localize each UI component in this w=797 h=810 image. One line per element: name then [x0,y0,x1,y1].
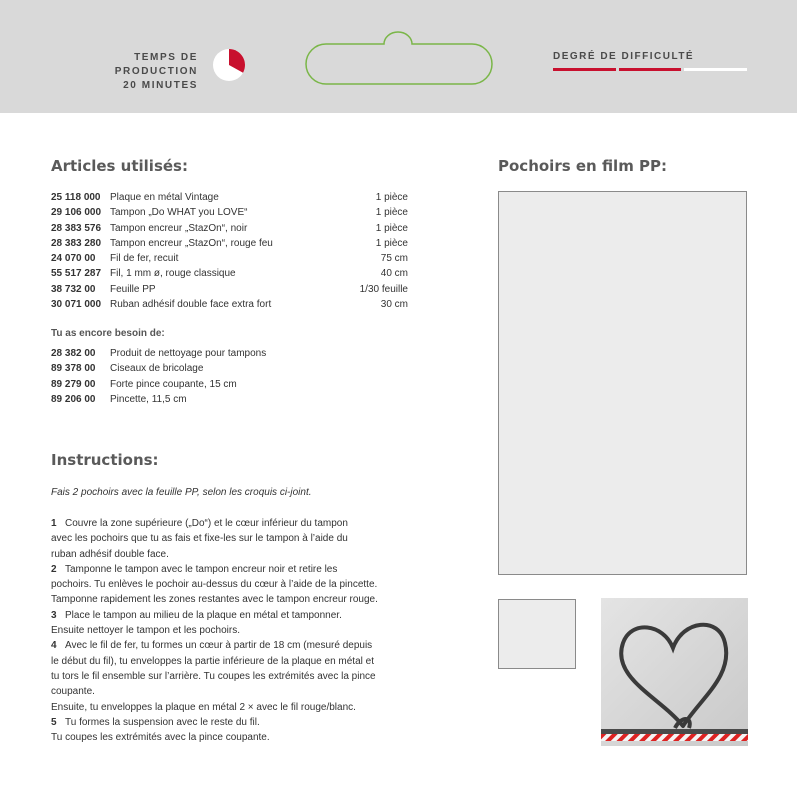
material-row [51,236,408,251]
stencil-template-small [498,599,576,669]
also-needed-article: 89 206 00 [51,393,96,405]
step-text: ruban adhésif double face. [51,548,169,560]
step-text: Tu coupes les extrémités avec la pince coupante. [51,732,270,744]
material-article: 55 517 287 [51,268,102,280]
instruction-line [51,669,381,684]
material-desc: Feuille PP [110,283,156,295]
material-desc: Tampon encreur „StazOn“, rouge feu [110,237,273,249]
material-article: 25 118 000 [51,192,101,203]
also-needed-list [51,346,351,407]
material-qty: 1/30 feuille [359,283,408,295]
brand-logo-placeholder [304,26,494,86]
also-needed-article: 89 279 00 [51,378,96,390]
step-number: 3 [51,609,57,621]
also-needed-row [51,392,351,407]
difficulty-meter [553,68,747,71]
material-qty: 40 cm [380,268,408,280]
material-row [51,251,408,266]
material-row [51,190,408,205]
step-text: Ensuite nettoyer le tampon et les pochoirs. [51,625,240,637]
material-qty: 30 cm [380,299,408,311]
step-text: le début du fil), tu enveloppes la partie inférieure de la plaque en métal et [51,655,374,667]
material-article: 29 106 000 [51,207,102,219]
step-number: 2 [51,563,57,575]
step-number: 5 [51,716,57,728]
also-needed-desc: Pincette, 11,5 cm [110,393,187,405]
instruction-line [51,516,381,531]
material-row [51,266,408,281]
step-text: Tamponne rapidement les zones restantes avec le tampon encreur rouge. [51,594,378,606]
instruction-line [51,608,381,623]
material-qty: 1 pièce [375,207,408,219]
also-needed-desc: Ciseaux de bricolage [110,363,204,375]
instruction-line [51,562,381,577]
also-needed-desc: Produit de nettoyage pour tampons [110,348,267,359]
material-row [51,282,408,297]
material-qty: 1 pièce [375,192,408,203]
production-label: TEMPS DE PRODUCTION [114,52,198,77]
clock-icon [212,48,246,82]
material-desc: Plaque en métal Vintage [110,192,219,203]
step-text: Couvre la zone supérieure („Do“) et le cœur inférieur du tampon [65,518,348,529]
material-article: 28 383 576 [51,222,102,234]
material-row [51,205,408,220]
step-text: tu tors le fil ensemble sur l’arrière. Tu coupes les extrémités avec la pince [51,670,376,682]
instructions-steps [51,516,381,745]
step-text: Ensuite, tu enveloppes la plaque en métal 2 × avec le fil rouge/blanc. [51,701,356,713]
material-row [51,221,408,236]
difficulty-bar [553,68,616,71]
material-desc: Tampon „Do WHAT you LOVE“ [110,207,248,219]
material-desc: Ruban adhésif double face extra fort [110,299,272,311]
instruction-line [51,592,381,607]
instruction-line [51,700,381,715]
materials-title: Articles utilisés: [51,157,188,175]
material-desc: Fil, 1 mm ø, rouge classique [110,268,236,280]
materials-list [51,190,408,312]
instruction-line [51,531,381,546]
step-text: Place le tampon au milieu de la plaque en métal et tamponner. [65,609,342,621]
step-text: Tamponne le tampon avec le tampon encreur noir et retire les [65,563,338,575]
heart-wire-photo [601,598,748,746]
instructions-intro: Fais 2 pochoirs avec la feuille PP, selon les croquis ci-joint. [51,487,312,498]
also-needed-article: 89 378 00 [51,363,96,375]
material-desc: Fil de fer, recuit [110,253,179,265]
step-text: Tu formes la suspension avec le reste du fil. [65,716,260,728]
instruction-line [51,715,381,730]
material-article: 38 732 00 [51,283,96,295]
also-needed-title: Tu as encore besoin de: [51,328,165,339]
also-needed-row [51,346,351,361]
material-qty: 1 pièce [375,222,408,234]
material-qty: 75 cm [380,253,408,265]
instruction-line [51,654,381,669]
stencil-template-large [498,191,747,575]
step-text: Avec le fil de fer, tu formes un cœur à partir de 18 cm (mesuré depuis [65,640,373,652]
step-text: coupante. [51,686,95,698]
instruction-line [51,730,381,745]
difficulty-bar [619,68,682,71]
instructions-title: Instructions: [51,451,159,469]
also-needed-article: 28 382 00 [51,348,96,359]
instruction-line [51,577,381,592]
step-number: 1 [51,518,57,529]
production-time-block [48,51,198,93]
stencils-title: Pochoirs en film PP: [498,157,668,175]
instruction-line [51,547,381,562]
material-article: 24 070 00 [51,253,96,265]
step-text: pochoirs. Tu enlèves le pochoir au-dessus du cœur à l’aide de la pincette. [51,579,378,591]
also-needed-row [51,377,351,392]
material-article: 28 383 280 [51,237,102,249]
step-text: avec les pochoirs que tu as fais et fixe-les sur le tampon à l’aide du [51,533,348,545]
also-needed-row [51,361,351,376]
material-article: 30 071 000 [51,299,102,311]
material-row [51,297,408,312]
production-time: 20 MINUTES [123,80,198,91]
instruction-line [51,623,381,638]
header-band [0,0,797,113]
also-needed-desc: Forte pince coupante, 15 cm [110,378,237,390]
material-qty: 1 pièce [375,237,408,249]
difficulty-bar [684,68,747,71]
material-desc: Tampon encreur „StazOn“, noir [110,222,248,234]
step-number: 4 [51,640,57,652]
instruction-line [51,684,381,699]
difficulty-label: DEGRÉ DE DIFFICULTÉ [553,51,695,62]
instruction-line [51,638,381,653]
